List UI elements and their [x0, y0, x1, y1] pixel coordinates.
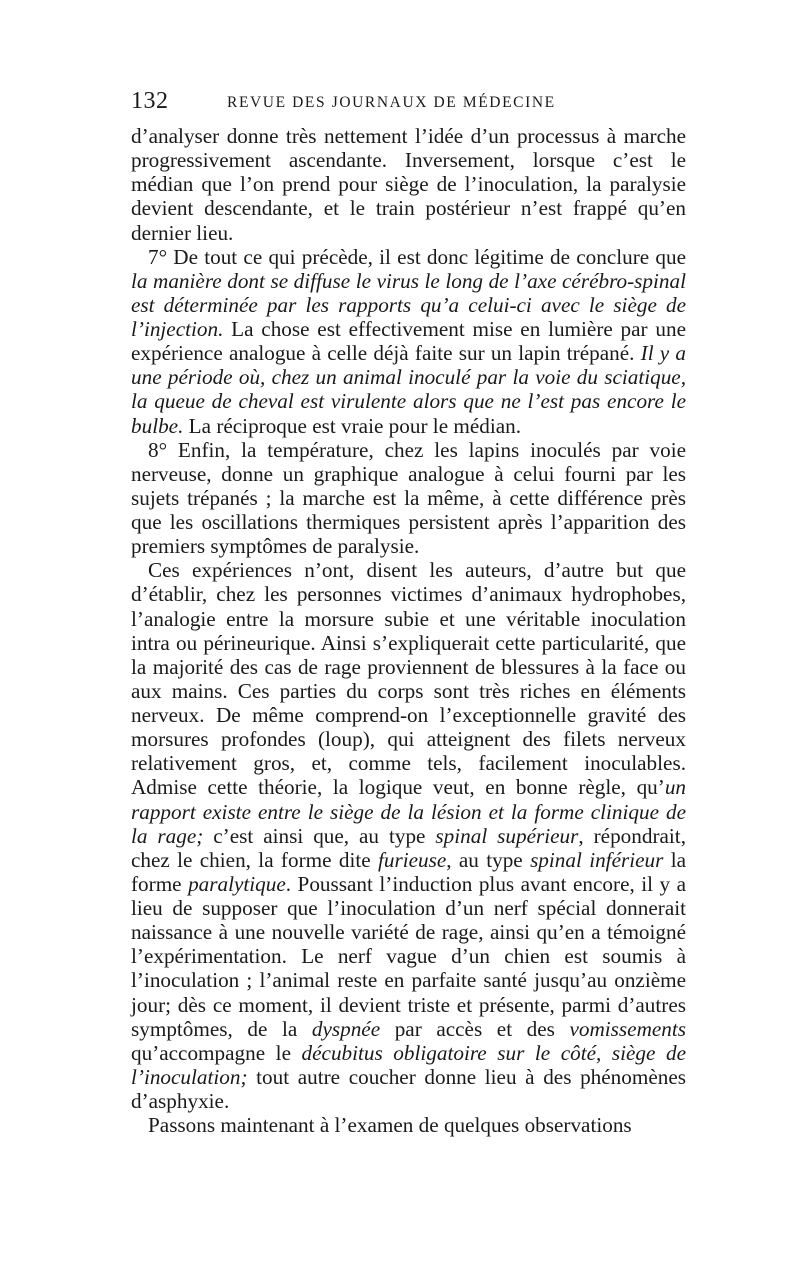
text-run: 7° De tout ce qui précède, il est donc légitime de conclure que	[148, 244, 686, 269]
page-header	[131, 88, 686, 120]
italic-text: vomissements	[569, 1016, 687, 1041]
text-run: la forme	[131, 847, 686, 896]
running-head: REVUE DES JOURNAUX DE MÉDECINE	[227, 94, 556, 111]
text-run: d’analyser donne très nettement l’idée d’un processus à marche progressivement ascendante. Inversement, lorsque c’est le médian que l’on prend pour siège de l’inoculation, la paralysie devient descendante, et le train postérieur n’est frappé qu’en dernier lieu.	[131, 124, 686, 245]
italic-text: la manière dont se diffuse le virus le long de l’axe cérébro-spinal est déterminée par les rapports qu’a celui-ci avec le siège de l’injection.	[131, 268, 686, 341]
paragraph-p2	[131, 245, 686, 438]
text-run: Passons maintenant à l’examen de quelques observations	[148, 1113, 632, 1138]
text-run: La réciproque est vraie pour le médian.	[183, 413, 522, 438]
page-number: 132	[131, 88, 169, 114]
italic-text: Il y a une période où, chez un animal inoculé par la voie du sciatique, la queue de cheval est virulente alors que ne l’est pas encore le bulbe.	[131, 341, 686, 438]
body-text	[131, 124, 686, 1137]
book-page	[131, 88, 686, 1137]
italic-text: décubitus obligatoire sur le côté, siège de l’inoculation;	[131, 1040, 686, 1089]
text-run: qu’accompagne le	[131, 1040, 302, 1065]
text-run: 8° Enfin, la température, chez les lapins inoculés par voie nerveuse, donne un graphique analogue à celui fourni par les sujets trépanés ; la marche est la même, à cette différence près que les oscillations thermiques persistent après l’apparition des premiers symptômes de paralysie.	[131, 437, 686, 559]
italic-text: furieuse	[377, 847, 447, 872]
paragraph-p3	[131, 438, 686, 559]
text-run: tout autre coucher donne lieu à des phénomènes d’asphyxie.	[131, 1064, 686, 1113]
text-run: c’est ainsi que, au type	[203, 823, 436, 848]
paragraph-p1	[131, 124, 686, 245]
text-run: par accès et des	[380, 1016, 570, 1041]
italic-text: spinal inférieur	[530, 847, 664, 872]
italic-text: paralytique	[188, 871, 286, 896]
text-run: , répondrait, chez le chien, la forme dite	[131, 823, 686, 872]
italic-text: un rapport existe entre le siège de la lésion et la forme clinique de la rage;	[131, 775, 686, 848]
italic-text: spinal supérieur	[435, 823, 579, 848]
text-run: Ces expériences n’ont, disent les auteurs, d’autre but que d’établir, chez les personnes victimes d’animaux hydrophobes, l’analogie entre la morsure subie et une véritable inoculation intra ou périneurique. Ainsi s’expliquerait cette particularité, que la majorité des cas de rage proviennent de blessures à la face ou aux mains. Ces parties du corps sont très riches en éléments nerveux. De même comprend-on l’exceptionnelle gravité des morsures profondes (loup), qui atteignent des filets nerveux relativement gros, et, comme tels, facilement inoculables. Admise cette théorie, la logique veut, en bonne règle, qu’	[131, 558, 686, 800]
italic-text: dyspnée	[311, 1016, 381, 1041]
text-run: La chose est effectivement mise en lumière par une expérience analogue à celle déjà faite sur un lapin trépané.	[131, 317, 686, 366]
paragraph-p5	[131, 1113, 686, 1137]
text-run: , au type	[446, 847, 531, 872]
paragraph-p4	[131, 558, 686, 1113]
text-run: . Poussant l’induction plus avant encore, il y a lieu de supposer que l’inoculation d’un nerf spécial donnerait naissance à une nouvelle variété de rage, ainsi qu’en a témoigné l’expérimentation. Le nerf vague d’un chien est soumis à l’inoculation ; l’animal reste en parfaite santé jusqu’au onzième jour; dès ce moment, il devient triste et présente, parmi d’autres symptômes, de la	[131, 871, 686, 1041]
